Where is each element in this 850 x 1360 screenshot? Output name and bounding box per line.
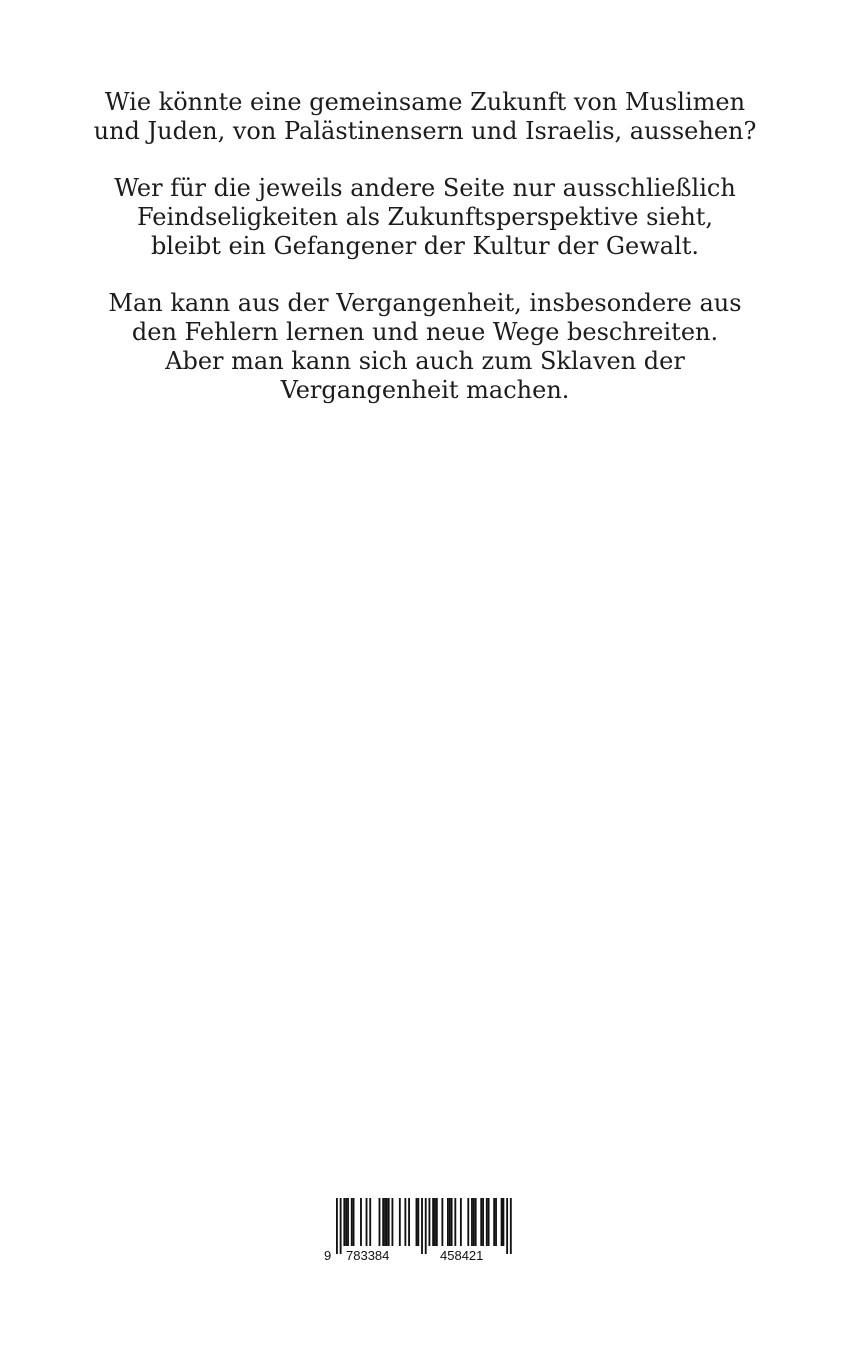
blurb-paragraph-1 — [60, 88, 790, 146]
barcode-graphic — [322, 1198, 522, 1262]
barcode-bar — [353, 1198, 355, 1246]
barcode-bar — [436, 1198, 438, 1246]
barcode-bar — [336, 1198, 338, 1254]
barcode-bar — [404, 1198, 406, 1246]
barcode-bar — [408, 1198, 410, 1246]
barcode-bars — [336, 1198, 512, 1254]
barcode-bar — [382, 1198, 384, 1246]
blurb-line: Aber man kann sich auch zum Sklaven der — [165, 347, 685, 375]
barcode-bar — [343, 1198, 345, 1246]
barcode-right-digits: 458421 — [440, 1248, 484, 1262]
barcode-bar — [451, 1198, 453, 1246]
barcode-bar — [488, 1198, 490, 1246]
barcode-bar — [480, 1198, 482, 1246]
barcode-bar — [482, 1198, 484, 1246]
blurb-line: den Fehlern lernen und neue Wege beschreiten. — [131, 318, 719, 346]
barcode-bar — [467, 1198, 469, 1246]
barcode-bar — [460, 1198, 462, 1246]
barcode-bar — [388, 1198, 390, 1246]
barcode-bar — [447, 1198, 449, 1246]
barcode-bar — [434, 1198, 436, 1246]
barcode-bar — [366, 1198, 368, 1246]
barcode-bar — [506, 1198, 508, 1254]
barcode-bar — [510, 1198, 512, 1254]
barcode-bar — [347, 1198, 349, 1246]
barcode-bar — [475, 1198, 477, 1246]
barcode-bar — [501, 1198, 503, 1246]
barcode-bar — [369, 1198, 371, 1246]
barcode-bar — [379, 1198, 381, 1246]
barcode-bar — [429, 1198, 431, 1246]
blurb-line: und Juden, von Palästinensern und Israelis, aussehen? — [93, 117, 757, 145]
barcode-bar — [386, 1198, 388, 1246]
blurb-paragraph-3 — [60, 289, 790, 405]
blurb-paragraph-2 — [60, 174, 790, 261]
barcode-first-digit: 9 — [324, 1248, 332, 1262]
barcode-bar — [425, 1198, 427, 1254]
barcode-bar — [384, 1198, 386, 1246]
blurb-line: bleibt ein Gefangener der Kultur der Gewalt. — [150, 232, 700, 260]
barcode-bar — [441, 1198, 443, 1246]
barcode-bar — [432, 1198, 434, 1246]
blurb-text — [60, 88, 790, 433]
barcode-bar — [454, 1198, 456, 1246]
isbn-barcode — [322, 1198, 522, 1262]
blurb-line: Vergangenheit machen. — [280, 376, 570, 404]
barcode-bar — [345, 1198, 347, 1246]
barcode-bar — [417, 1198, 419, 1246]
barcode-bar — [416, 1198, 418, 1246]
barcode-left-digits: 783384 — [346, 1248, 390, 1262]
blurb-line: Man kann aus der Vergangenheit, insbesondere aus — [108, 289, 742, 317]
barcode-bar — [399, 1198, 401, 1246]
barcode-bar — [351, 1198, 353, 1246]
blurb-line: Feindseligkeiten als Zukunftsperspektive sieht, — [136, 203, 714, 231]
barcode-bar — [421, 1198, 423, 1254]
barcode-bar — [392, 1198, 394, 1246]
barcode-bar — [360, 1198, 362, 1246]
barcode-bar — [503, 1198, 505, 1246]
blurb-line: Wie könnte eine gemeinsame Zukunft von Muslimen — [104, 88, 746, 116]
barcode-bar — [495, 1198, 497, 1246]
barcode-bar — [486, 1198, 488, 1246]
blurb-line: Wer für die jeweils andere Seite nur ausschließlich — [114, 174, 736, 202]
barcode-bar — [473, 1198, 475, 1246]
barcode-bar — [471, 1198, 473, 1246]
barcode-bar — [340, 1198, 342, 1254]
barcode-bar — [449, 1198, 451, 1246]
barcode-bar — [493, 1198, 495, 1246]
